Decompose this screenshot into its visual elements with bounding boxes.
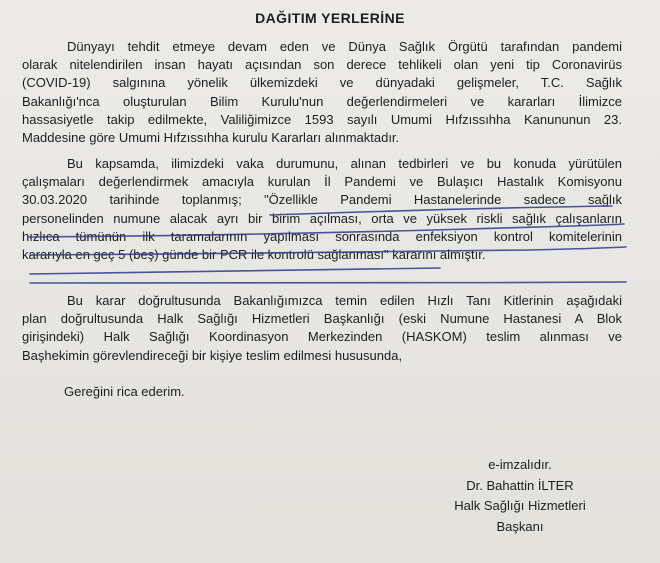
paragraph-3	[22, 292, 622, 365]
paragraph-1	[22, 38, 622, 147]
paragraph-1-line: hassasiyetle takip edilmekte, Valiliğimizce 1593 sayılı Umumi Hıfzıssıhha Kanununun 23.	[22, 111, 622, 127]
closing-line: Gereğini rica ederim.	[64, 384, 185, 399]
paragraph-2-line: hızlıca tümünün ilk taramalarının yapılması sonrasında enfeksiyon kontrol komitelerinin	[22, 228, 622, 244]
paragraph-1-line: Maddesine göre Umumi Hıfzıssıhha kurulu Kararları alınmaktadır.	[22, 130, 400, 146]
signatory-title: Başkanı	[496, 518, 544, 534]
paragraph-3-line: Bu karar doğrultusunda Bakanlığımızca temin edilen Hızlı Tanı Kitlerinin aşağıdaki	[67, 293, 622, 308]
paragraph-2-line: kararıyla en geç 5 (beş) günde bir PCR ile kontrolü sağlanması" kararını almıştır.	[22, 247, 486, 263]
paragraph-2-line: 30.03.2020 tarihinde toplanmış; "Özellikle Pandemi Hastanelerinde sadece sağlık	[22, 192, 622, 208]
document-title: DAĞITIM YERLERİNE	[255, 10, 405, 26]
pen-underline	[30, 268, 440, 274]
paragraph-3-line: plan doğrultusunda Halk Sağlığı Hizmetleri Başkanlığı (eski Numune Hastanesi A Blok	[22, 311, 622, 327]
paragraph-3-line: Başhekimin görevlendireceği bir kişiye teslim edilmesi hususunda,	[22, 347, 403, 363]
paragraph-2-line: çalışmaları değerlendirmek amacıyla kurulan İl Pandemi ve Bulaşıcı Hastalık Komisyonu	[22, 174, 622, 190]
signature-block	[420, 455, 620, 537]
paragraph-1-line: olarak nitelendirilen insan hayatı açısından son derece tehlikeli olan yeni tip Coronavirüs	[22, 57, 622, 73]
paragraph-2	[22, 155, 622, 264]
e-signature-note: e-imzalıdır.	[488, 457, 552, 472]
signatory-title: Halk Sağlığı Hizmetleri	[454, 498, 586, 513]
paragraph-1-line: (COVID-19) salgınına yönelik ülkemizdeki ve dünyadaki gelişmeler, T.C. Sağlık	[22, 75, 622, 91]
paragraph-1-line: Dünyayı tehdit etmeye devam eden ve Dünya Sağlık Örgütü tarafından pandemi	[67, 39, 622, 54]
paragraph-2-line: personelinden numune alacak ayrı bir birim açılması, orta ve yüksek riskli sağlık çalışanların	[22, 210, 622, 226]
paragraph-1-line: Bakanlığı'nca oluşturulan Bilim Kurulu'nun değerlendirmeleri ve kararları İlimizce	[22, 93, 622, 109]
pen-underline	[30, 282, 626, 283]
signatory-name: Dr. Bahattin İLTER	[466, 477, 574, 493]
paragraph-3-line: girişindeki) Halk Sağlığı Koordinasyon Merkezinden (HASKOM) teslim alınması ve	[22, 329, 622, 345]
paragraph-2-line: Bu kapsamda, ilimizdeki vaka durumunu, alınan tedbirleri ve bu konuda yürütülen	[67, 156, 622, 171]
